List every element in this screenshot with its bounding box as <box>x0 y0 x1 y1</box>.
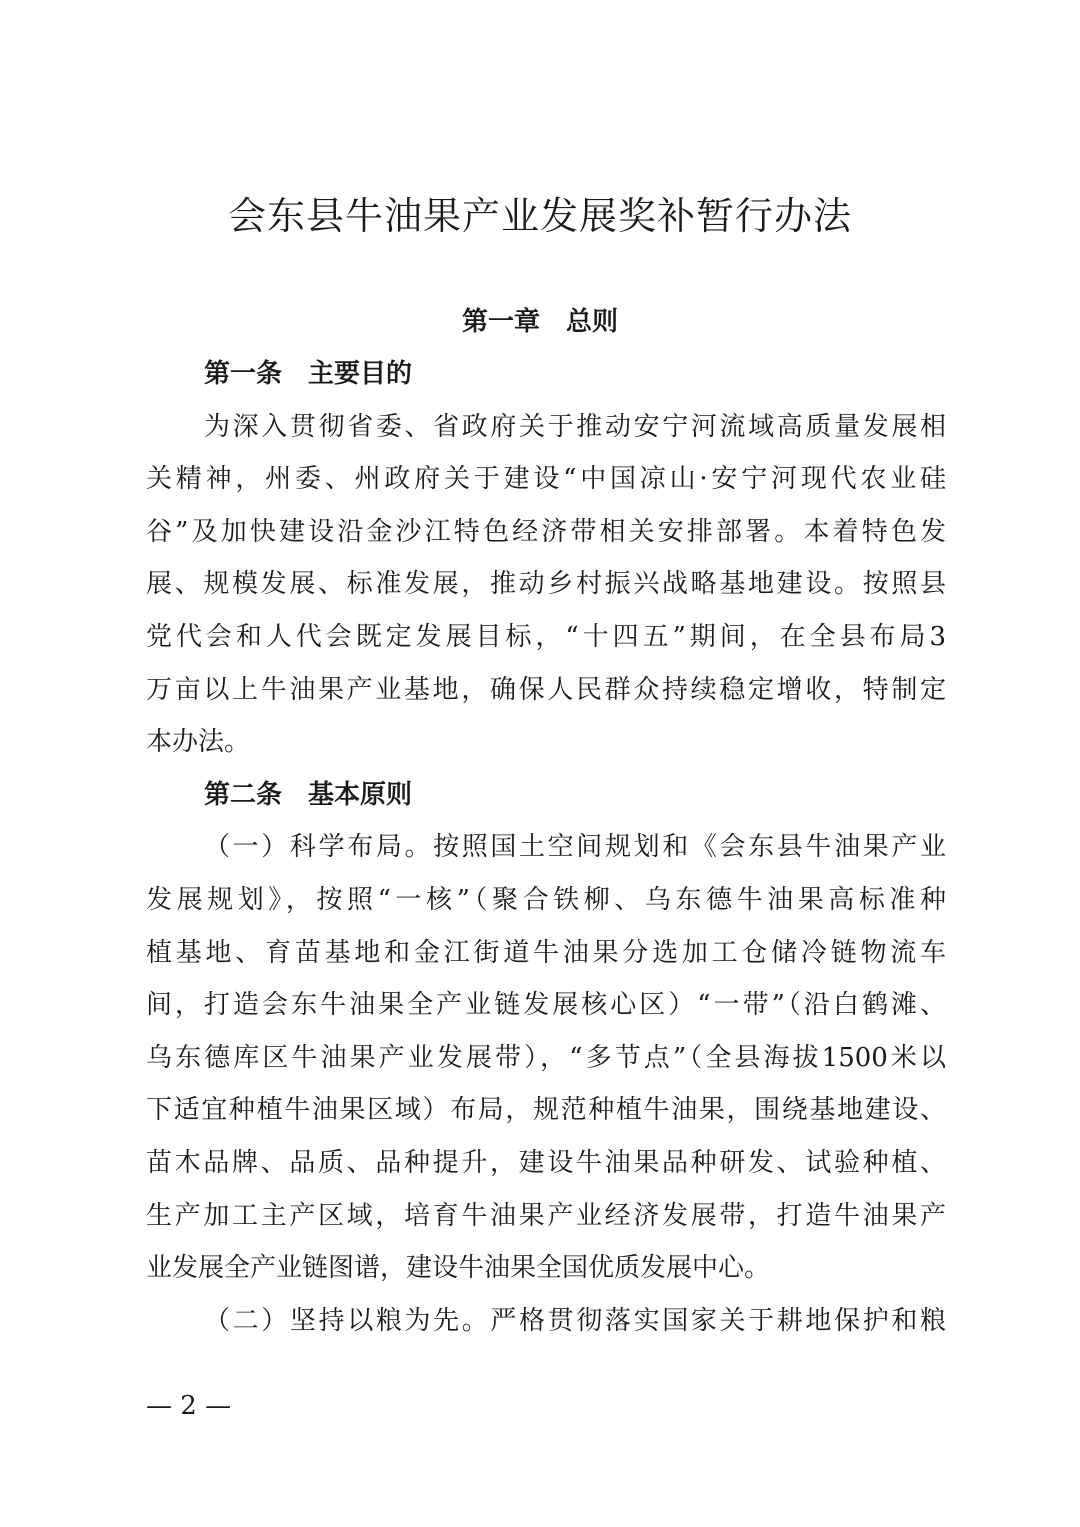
document-body <box>146 348 946 1347</box>
article-2-para-1-line: 苗木品牌、品质、品种提升，建设牛油果品种研发、试验种植、 <box>146 1147 946 1178</box>
article-1-line: 为深入贯彻省委、省政府关于推动安宁河流域高质量发展相 <box>204 411 946 442</box>
article-2-para-1-line: 乌东德库区牛油果产业发展带），“多节点”（全县海拔1500米以 <box>146 1042 946 1073</box>
document-title: 会东县牛油果产业发展奖补暂行办法 <box>227 194 852 238</box>
article-2-para-2-line: （二）坚持以粮为先。严格贯彻落实国家关于耕地保护和粮 <box>204 1305 946 1336</box>
article-1-heading: 第一条 主要目的 <box>204 359 413 389</box>
article-1-line: 万亩以上牛油果产业基地，确保人民群众持续稳定增收，特制定 <box>146 674 946 705</box>
article-1-line: 党代会和人代会既定发展目标，“十四五”期间，在全县布局3 <box>146 621 946 652</box>
chapter-heading: 第一章 总则 <box>461 307 618 337</box>
article-2-para-1-line: 生产加工主产区域，培育牛油果产业经济发展带，打造牛油果产 <box>146 1200 946 1231</box>
article-1-line: 关精神，州委、州政府关于建设“中国凉山·安宁河现代农业硅 <box>146 464 946 495</box>
article-2-para-1-line: 业发展全产业链图谱，建设牛油果全国优质发展中心。 <box>146 1253 771 1284</box>
article-2-para-1-line: 间，打造会东牛油果全产业链发展核心区）“一带”（沿白鹤滩、 <box>146 990 946 1021</box>
article-1-line: 本办法。 <box>146 727 251 758</box>
article-1-line: 展、规模发展、标准发展，推动乡村振兴战略基地建设。按照县 <box>146 569 946 600</box>
article-2-para-1-line: （一）科学布局。按照国土空间规划和《会东县牛油果产业 <box>204 832 946 863</box>
article-2-para-1-line: 发展规划》，按照“一核”（聚合铁柳、乌东德牛油果高标准种 <box>146 884 946 915</box>
article-2-para-1-line: 植基地、育苗基地和金江街道牛油果分选加工仓储冷链物流车 <box>146 937 946 968</box>
page-number: — 2 — <box>146 1391 232 1421</box>
article-2-heading: 第二条 基本原则 <box>204 779 413 810</box>
article-2-para-1-line: 下适宜种植牛油果区域）布局，规范种植牛油果，围绕基地建设、 <box>146 1095 946 1126</box>
article-1-line: 谷”及加快建设沿金沙江特色经济带相关安排部署。本着特色发 <box>146 516 946 547</box>
